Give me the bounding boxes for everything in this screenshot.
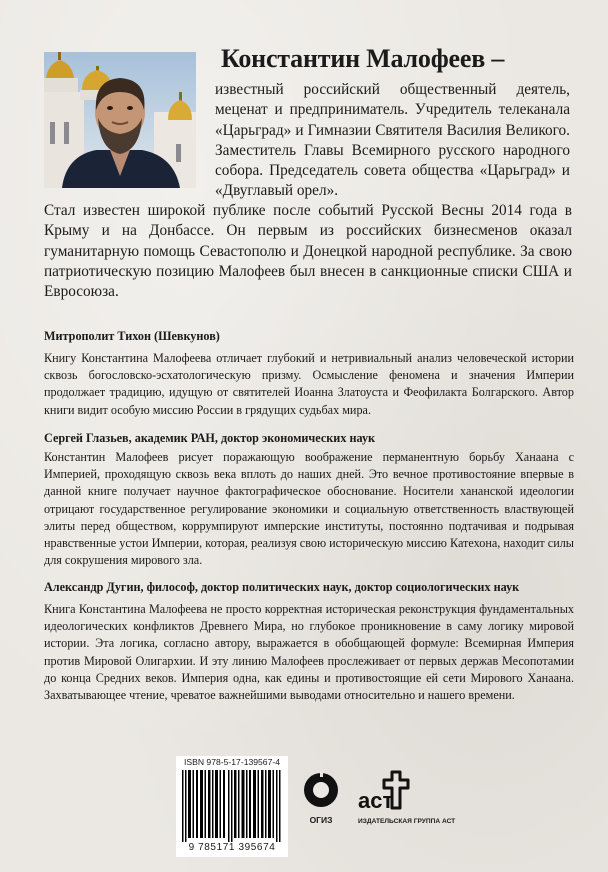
ogiz-label: ОГИЗ [309, 815, 333, 825]
review-text-3: Книга Константина Малофеева не просто корректная историческая реконструкция фундаментальных идеологических конфликтов Древнего Мира, но глубокое проникновение в саму логику мировой истории. Эта логика, согласно автору, выражается в обобщающей формуле: Всемирная Империя против Мировой Олигархии. И эту линию Малофеев прослеживает от первых держав Месопотамии до конца Средних веков. Империя одна, как едины и противостоящие ей сети Мирового Ханаана. Захватывающее чтение, чреватое важнейшими выводами относительно и нашего времени. [44, 602, 574, 703]
barcode-bars [182, 770, 282, 842]
author-bio-continued: Стал известен широкой публике после событий Русской Весны 2014 года в Крыму и на Донбассе. Он первым из российских бизнесменов оказал гуманитарную помощь Севастополю и Донецкой народной республике. За свою патриотическую позицию Малофеев был внесен в санкционные списки США и Евросоюза. [44, 202, 572, 301]
author-name: Константин Малофеев – [221, 44, 505, 73]
review-text-1: Книгу Константина Малофеева отличает глубокий и нетривиальный анализ человеческой истории сквозь богословско-эсхатологическую призму. Осмысление феномена и значения Империи продолжает традицию, идущую от святителей Иоанна Златоуста и Феофилакта Болгарского. Автор книги видит особую миссию России в грядущих судьбах мира. [44, 351, 574, 417]
barcode-digits: 9 785171 395674 [188, 842, 276, 853]
review-author-2: Сергей Глазьев, академик РАН, доктор экономических наук [44, 431, 376, 445]
review-text-2: Константин Малофеев рисует поражающую воображение перманентную борьбу Ханаана с Империей, проходящую сквозь века вплоть до наших дней. Это вечное противостояние впервые в данной книге получает научное фактографическое обоснование. Носители хананской идеологии отрицают государственное регулирование экономики и социальную ответственность властвующей элиты перед обществом, коррумпируют имперские институты, постоянно подтачивая и подрывая нравственные устои Империи, которая, реализуя свою историческую миссию Катехона, находит силы для сокрушения мирового зла. [44, 450, 574, 568]
barcode [176, 756, 288, 857]
review-author-3: Александр Дугин, философ, доктор политических наук, доктор социологических наук [44, 580, 520, 594]
ast-label: ИЗДАТЕЛЬСКАЯ ГРУППА АСТ [358, 818, 456, 825]
review-author-1: Митрополит Тихон (Шевкунов) [44, 329, 220, 343]
author-photo [44, 52, 196, 188]
isbn-text: ISBN 978-5-17-139567-4 [183, 757, 281, 767]
ast-logo-icon [356, 768, 416, 814]
author-bio-intro: известный российский общественный деятель, меценат и предприниматель. Учредитель телеканала «Царьград» и Гимназии Святителя Василия Великого. Заместитель Главы Всемирного русского народного собора. Председатель совета общества «Царьград» и «Двуглавый орел». [215, 81, 570, 200]
ast-logo-text: аст [358, 788, 394, 813]
ogiz-logo-icon [301, 768, 341, 812]
